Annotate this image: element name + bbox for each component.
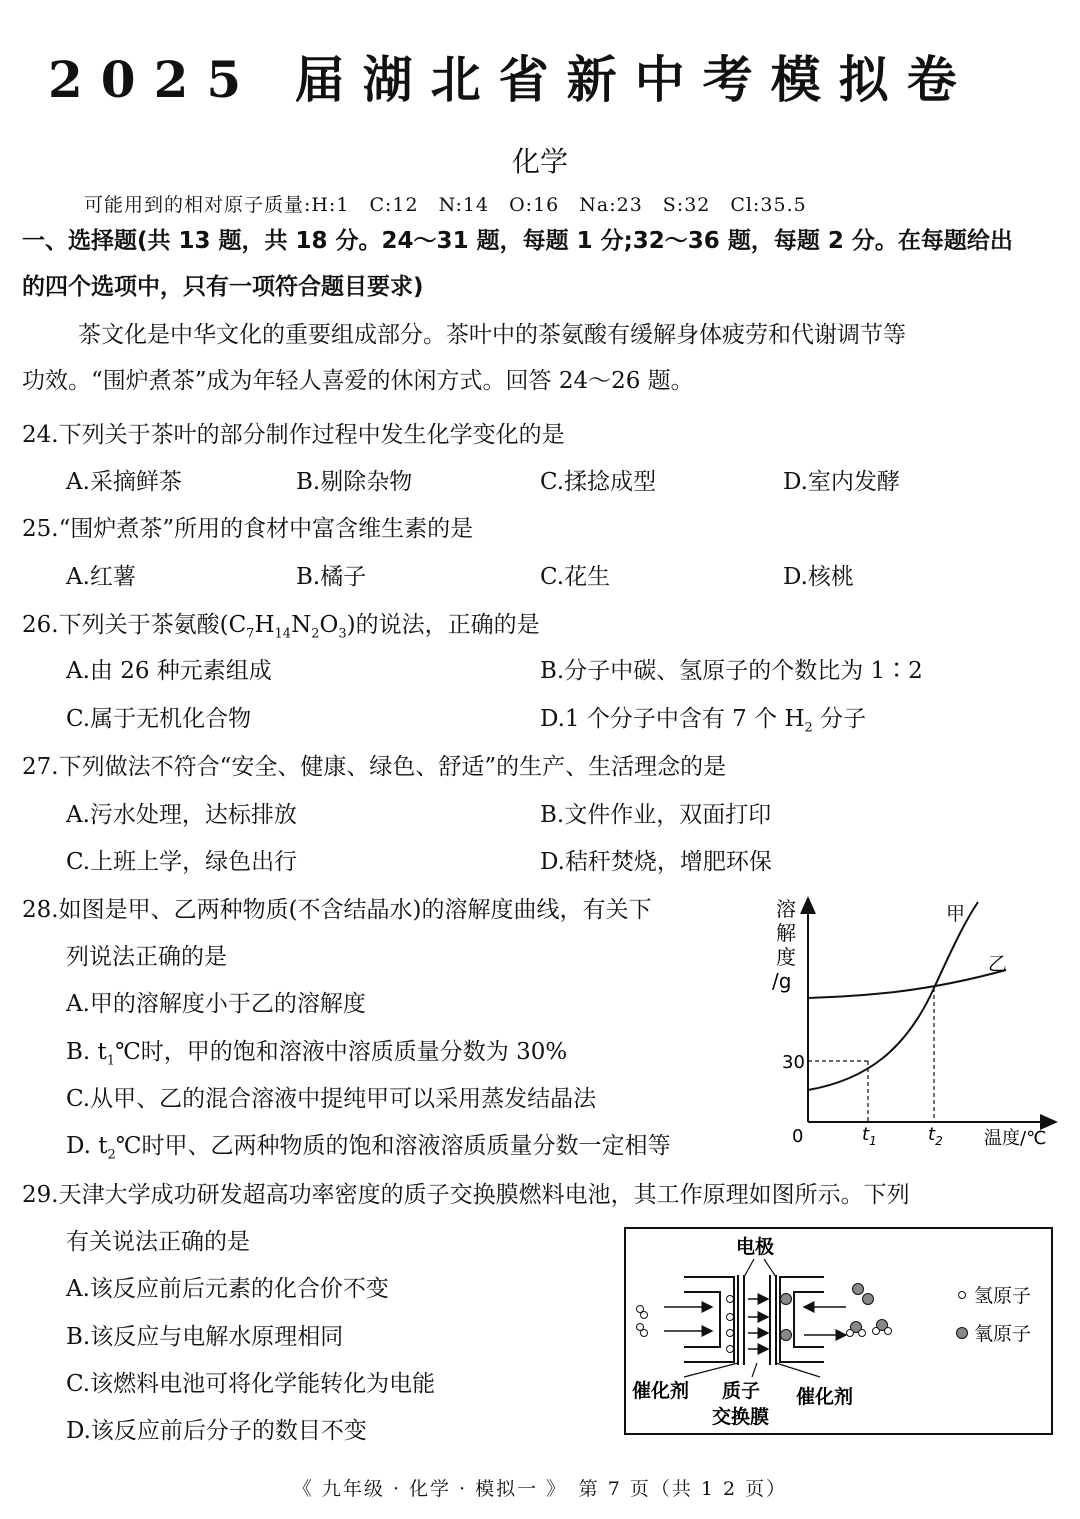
- q26-stem-post: )的说法，正确的是: [346, 612, 540, 638]
- q28-option-d-post: ℃时甲、乙两种物质的饱和溶液溶质质量分数一定相等: [115, 1133, 671, 1159]
- q26-option-d-pre: D.1 个分子中含有 7 个 H: [540, 706, 805, 732]
- hydrogen-atom: [873, 1328, 880, 1335]
- origin-label: 0: [792, 1126, 804, 1147]
- legend-hydrogen-label: 氢原子: [974, 1285, 1032, 1307]
- label-membrane-line1: 质子: [722, 1380, 761, 1402]
- q26-stem-pre: 26.下列关于茶氨酸(: [22, 612, 229, 638]
- ylabel-char4: /g: [772, 969, 792, 993]
- section-heading-line2: 的四个选项中，只有一项符合题目要求): [22, 274, 424, 300]
- hydrogen-atom: [727, 1314, 734, 1321]
- q24-stem: 24.下列关于茶叶的部分制作过程中发生化学变化的是: [22, 422, 565, 448]
- hydrogen-atom: [727, 1296, 734, 1303]
- page-title: 2025 届湖北省新中考模拟卷: [48, 50, 975, 109]
- q27-option-b: B.文件作业，双面打印: [540, 802, 772, 828]
- ylabel-char2: 解: [776, 921, 796, 945]
- q26-option-d-sub: 2: [804, 720, 813, 736]
- legend-jia: 甲: [946, 903, 966, 925]
- page-footer: 《 九年级 · 化学 · 模拟一 》 第 7 页（共 1 2 页）: [292, 1478, 788, 1500]
- oxygen-atom: [853, 1284, 864, 1295]
- q28-option-b-post: ℃时，甲的饱和溶液中溶质质量分数为 30%: [115, 1039, 568, 1065]
- q28-option-d-sub: 2: [107, 1147, 116, 1163]
- q29-stem-line1: 29.天津大学成功研发超高功率密度的质子交换膜燃料电池，其工作原理如图所示。下列: [22, 1182, 910, 1208]
- q28-option-a: A.甲的溶解度小于乙的溶解度: [66, 991, 366, 1017]
- x-tick-t2: [928, 1124, 943, 1148]
- q25-option-a: A.红薯: [66, 564, 136, 590]
- label-electrode: 电极: [736, 1236, 775, 1258]
- q28-option-b-sub: 1: [106, 1053, 116, 1069]
- formula-h-count: 14: [274, 626, 292, 642]
- ylabel-char1: 溶: [776, 897, 796, 921]
- label-catalyst-left: 催化剂: [632, 1380, 690, 1402]
- hydrogen-atom: [727, 1346, 734, 1353]
- legend-yi: 乙: [988, 953, 1008, 975]
- q26-option-d-post: 分子: [812, 706, 867, 732]
- atomic-masses: 可能用到的相对原子质量:H:1 C:12 N:14 O:16 Na:23 S:32 Cl:35.5: [84, 194, 807, 216]
- hydrogen-atom: [885, 1328, 892, 1335]
- q27-stem: 27.下列做法不符合“安全、健康、绿色、舒适”的生产、生活理念的是: [22, 754, 727, 780]
- hydrogen-atom: [641, 1312, 648, 1319]
- solubility-chart: [766, 890, 1066, 1158]
- q28-option-d-pre: D. t: [66, 1133, 108, 1159]
- oxygen-atom: [781, 1330, 792, 1341]
- legend-oxygen-label: 氧原子: [974, 1323, 1032, 1345]
- q25-option-d: D.核桃: [783, 564, 854, 590]
- q24-option-d: D.室内发酵: [783, 469, 900, 495]
- formula-o: O: [319, 612, 339, 638]
- q29-option-b: B.该反应与电解水原理相同: [66, 1324, 344, 1350]
- q28-option-c: C.从甲、乙的混合溶液中提纯甲可以采用蒸发结晶法: [66, 1086, 597, 1112]
- q27-option-a: A.污水处理，达标排放: [66, 802, 297, 828]
- label-membrane-line2: 交换膜: [712, 1406, 770, 1428]
- q25-option-b: B.橘子: [296, 564, 367, 590]
- y-tick-30: 30: [782, 1052, 805, 1073]
- x-tick-t2-sub: 2: [935, 1134, 943, 1148]
- formula-h: H: [254, 612, 275, 638]
- q28-stem-line1: 28.如图是甲、乙两种物质(不含结晶水)的溶解度曲线，有关下: [22, 897, 652, 923]
- hydrogen-atom: [847, 1330, 854, 1337]
- q29-stem-line2: 有关说法正确的是: [66, 1229, 250, 1255]
- q26-stem: [22, 606, 540, 642]
- legend-hydrogen-icon: [959, 1292, 966, 1299]
- intro-line2: 功效。“围炉煮茶”成为年轻人喜爱的休闲方式。回答 24～26 题。: [22, 368, 694, 394]
- q29-option-d: D.该反应前后分子的数目不变: [66, 1418, 367, 1444]
- oxygen-atom: [781, 1294, 792, 1305]
- q28-option-b: [66, 1033, 567, 1069]
- q24-option-b: B.剔除杂物: [296, 469, 413, 495]
- formula-n-count: 2: [311, 626, 320, 642]
- q27-option-d: D.秸秆焚烧，增肥环保: [540, 849, 772, 875]
- q24-option-a: A.采摘鲜茶: [66, 469, 182, 495]
- q28-stem-line2: 列说法正确的是: [66, 944, 227, 970]
- q29-option-a: A.该反应前后元素的化合价不变: [66, 1276, 389, 1302]
- x-tick-t1: [862, 1124, 877, 1148]
- hydrogen-atom: [859, 1330, 866, 1337]
- hydrogen-atom: [641, 1330, 648, 1337]
- q28-option-d: [66, 1127, 671, 1163]
- q29-option-c: C.该燃料电池可将化学能转化为电能: [66, 1371, 436, 1397]
- oxygen-atom: [863, 1294, 874, 1305]
- label-catalyst-right: 催化剂: [796, 1386, 854, 1408]
- formula-c: C: [228, 612, 247, 638]
- xlabel: 温度/℃: [984, 1128, 1047, 1149]
- x-tick-t2-t: t: [928, 1124, 936, 1145]
- q26-option-d: [540, 700, 866, 736]
- q26-option-a: A.由 26 种元素组成: [66, 658, 272, 684]
- intro-line1: 茶文化是中华文化的重要组成部分。茶叶中的茶氨酸有缓解身体疲劳和代谢调节等: [78, 322, 906, 348]
- x-tick-t1-t: t: [862, 1124, 870, 1145]
- q26-option-b: B.分子中碳、氢原子的个数比为 1∶2: [540, 658, 923, 684]
- q25-stem: 25.“围炉煮茶”所用的食材中富含维生素的是: [22, 516, 474, 542]
- formula-c-count: 7: [246, 626, 255, 642]
- series-yi-line: [808, 970, 1006, 998]
- legend-oxygen-icon: [957, 1328, 968, 1339]
- q28-option-b-pre: B. t: [66, 1039, 107, 1065]
- formula-o-count: 3: [338, 626, 347, 642]
- x-tick-t1-sub: 1: [869, 1134, 877, 1148]
- ylabel-char3: 度: [776, 945, 796, 969]
- subject-title: 化学: [511, 145, 568, 178]
- formula-n: N: [291, 612, 312, 638]
- hydrogen-atom: [727, 1330, 734, 1337]
- q24-option-c: C.揉捻成型: [540, 469, 657, 495]
- q26-option-c: C.属于无机化合物: [66, 706, 252, 732]
- section-heading-line1: 一、选择题(共 13 题，共 18 分。24～31 题，每题 1 分;32～36 题，每题 2 分。在每题给出: [22, 228, 1013, 254]
- fuel-cell-diagram: [624, 1227, 1054, 1437]
- q27-option-c: C.上班上学，绿色出行: [66, 849, 298, 875]
- q25-option-c: C.花生: [540, 564, 611, 590]
